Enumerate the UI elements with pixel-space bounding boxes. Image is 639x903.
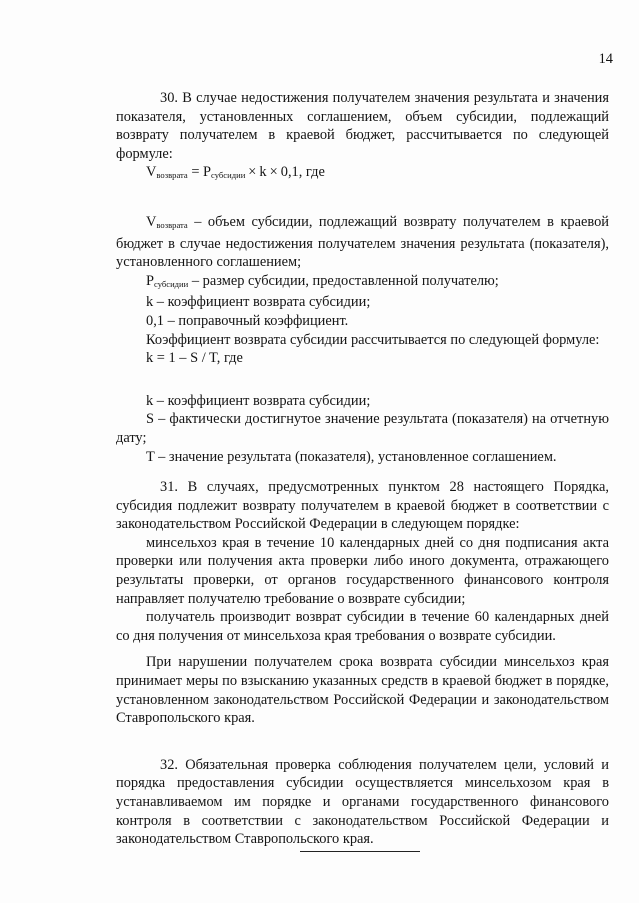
clause-31-violation: При нарушении получателем срока возврата субсидии минсельхоз края принимает меры по взысканию указанных средств в краевой бюджет в порядке, установленном законодательством Российской Федерации и законодательством Ставропольского края. bbox=[116, 654, 609, 727]
document-body bbox=[116, 89, 609, 849]
definition-p-subsidy bbox=[116, 272, 609, 294]
definition-k: k – коэффициент возврата субсидии; bbox=[146, 294, 371, 311]
definition-v-letter: V bbox=[146, 213, 157, 230]
k-formula: k = 1 – S / T, где bbox=[146, 350, 243, 367]
formula-p-subscript: субсидии bbox=[211, 170, 246, 181]
definition-v-subscript: возврата bbox=[156, 219, 188, 230]
formula-k: k bbox=[259, 164, 267, 181]
definition-p-text: – размер субсидии, предоставленной получателю; bbox=[188, 272, 499, 289]
formula-multiply-sign: × bbox=[248, 164, 257, 181]
clause-30-formula bbox=[116, 163, 609, 185]
definition-correction-coefficient: 0,1 – поправочный коэффициент. bbox=[146, 312, 349, 329]
definition-v-return bbox=[116, 213, 609, 272]
formula-multiply-sign: × bbox=[269, 164, 278, 181]
clause-32-text: 32. Обязательная проверка соблюдения получателем цели, условий и порядка предоставления субсидии осуществляется минсельхозом края в устанавливаемом им порядке и органами государственного финансового контроля в соответствии с законодательством Российской Федерации и законодательством Ставропольского края. bbox=[116, 756, 609, 848]
formula-v-subscript: возврата bbox=[156, 170, 188, 181]
end-separator-line bbox=[300, 851, 420, 852]
clause-30-intro: 30. В случае недостижения получателем значения результата и значения показателя, установленных соглашением, объем субсидии, подлежащий возврату получателем в краевой бюджет, рассчитывается по следующей формуле: bbox=[116, 90, 609, 162]
formula-tail: 0,1, где bbox=[280, 164, 325, 181]
clause-31-item-1: минсельхоз края в течение 10 календарных дней со дня подписания акта проверки или получения акта проверки либо иного документа, отражающего результаты проверки, от органов государственного финансового контроля направляет получателю требование о возврате субсидии; bbox=[116, 534, 609, 607]
k-formula-intro: Коэффициент возврата субсидии рассчитывается по следующей формуле: bbox=[146, 331, 600, 348]
page-number: 14 bbox=[598, 51, 613, 67]
definition-k-repeat: k – коэффициент возврата субсидии; bbox=[146, 392, 371, 409]
clause-31-item-2: получатель производит возврат субсидии в течение 60 календарных дней со дня получения от минсельхоза края требования о возврате субсидии. bbox=[116, 609, 609, 644]
definition-t: T – значение результата (показателя), установленное соглашением. bbox=[146, 448, 557, 465]
definition-v-text: – объем субсидии, подлежащий возврату получателем в краевой бюджет в случае недостижения получателем значения результата (показателя), установленного соглашением; bbox=[116, 213, 609, 271]
clause-31-intro: 31. В случаях, предусмотренных пунктом 28 настоящего Порядка, субсидия подлежит возврату получателем в краевой бюджет в соответствии с законодательством Российской Федерации в следующем порядке: bbox=[116, 479, 609, 533]
definition-s: S – фактически достигнутое значение результата (показателя) на отчетную дату; bbox=[116, 411, 609, 446]
definition-p-letter: P bbox=[146, 272, 155, 289]
definition-p-subscript: субсидии bbox=[154, 278, 189, 289]
formula-p-letter: P bbox=[203, 164, 212, 181]
formula-equals: = bbox=[187, 164, 204, 181]
formula-v-letter: V bbox=[146, 164, 157, 181]
